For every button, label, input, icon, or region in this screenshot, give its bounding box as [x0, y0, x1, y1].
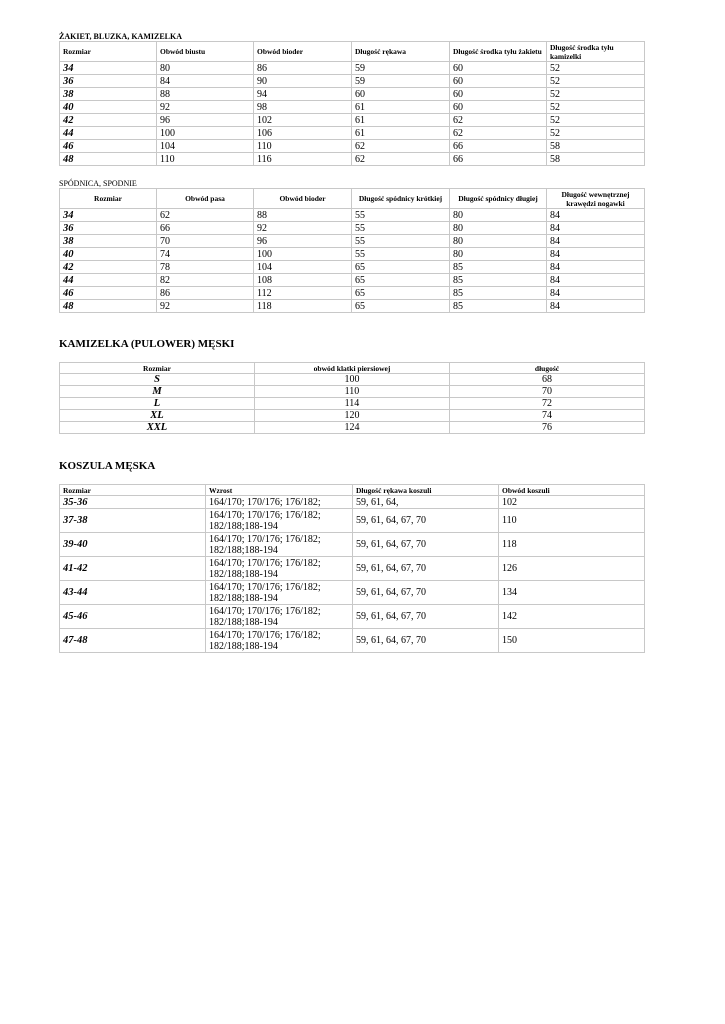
- value-cell: 66: [450, 140, 547, 153]
- column-header: Długość spódnicy długiej: [450, 189, 547, 209]
- value-cell: 120: [255, 410, 450, 422]
- table-row: [60, 422, 645, 434]
- size-cell: 48: [60, 300, 157, 313]
- table-row: [60, 605, 645, 629]
- table-row: [60, 261, 645, 274]
- value-cell: 60: [450, 62, 547, 75]
- size-cell: M: [60, 386, 255, 398]
- value-cell: 60: [450, 101, 547, 114]
- value-cell: 85: [450, 274, 547, 287]
- size-cell: 38: [60, 235, 157, 248]
- value-cell: 62: [352, 153, 450, 166]
- value-cell: 84: [547, 274, 645, 287]
- table-row: [60, 75, 645, 88]
- section-title-jacket: ŻAKIET, BLUZKA, KAMIZELKA: [59, 32, 182, 41]
- size-cell: 44: [60, 274, 157, 287]
- size-cell: S: [60, 374, 255, 386]
- value-cell: 65: [352, 300, 450, 313]
- value-cell: 110: [499, 509, 645, 533]
- size-cell: XL: [60, 410, 255, 422]
- column-header: Obwód koszuli: [499, 485, 645, 496]
- table-row: [60, 557, 645, 581]
- value-cell: 96: [254, 235, 352, 248]
- table-header-row: [60, 485, 645, 496]
- value-cell: 110: [254, 140, 352, 153]
- column-header: obwód klatki piersiowej: [255, 363, 450, 374]
- value-cell: 59: [352, 62, 450, 75]
- value-cell: 59, 61, 64, 67, 70: [353, 605, 499, 629]
- value-cell: 80: [450, 248, 547, 261]
- value-cell: 112: [254, 287, 352, 300]
- value-cell: 72: [450, 398, 645, 410]
- value-cell: 76: [450, 422, 645, 434]
- value-cell: 84: [547, 287, 645, 300]
- value-cell: 92: [157, 300, 254, 313]
- value-cell: 62: [352, 140, 450, 153]
- value-cell: 70: [450, 386, 645, 398]
- value-cell: 84: [547, 248, 645, 261]
- value-cell: 102: [499, 496, 645, 509]
- value-cell: 85: [450, 287, 547, 300]
- size-cell: 36: [60, 75, 157, 88]
- value-cell: 80: [157, 62, 254, 75]
- value-cell: 62: [157, 209, 254, 222]
- value-cell: 66: [450, 153, 547, 166]
- value-cell: 104: [254, 261, 352, 274]
- column-header: Długość rękawa koszuli: [353, 485, 499, 496]
- size-cell: 45-46: [60, 605, 206, 629]
- value-cell: 62: [450, 127, 547, 140]
- value-cell: 164/170; 170/176; 176/182;: [206, 496, 353, 509]
- value-cell: 52: [547, 62, 645, 75]
- value-cell: 52: [547, 114, 645, 127]
- value-cell: 65: [352, 274, 450, 287]
- table-header-row: [60, 189, 645, 209]
- value-cell: 59, 61, 64, 67, 70: [353, 581, 499, 605]
- value-cell: 59, 61, 64, 67, 70: [353, 533, 499, 557]
- table-row: [60, 209, 645, 222]
- value-cell: 66: [157, 222, 254, 235]
- value-cell: 80: [450, 235, 547, 248]
- column-header: długość: [450, 363, 645, 374]
- value-cell: 74: [157, 248, 254, 261]
- size-cell: 40: [60, 101, 157, 114]
- column-header: Rozmiar: [60, 42, 157, 62]
- value-cell: 118: [254, 300, 352, 313]
- size-cell: 42: [60, 114, 157, 127]
- value-cell: 164/170; 170/176; 176/182; 182/188;188-194: [206, 509, 353, 533]
- value-cell: 59, 61, 64, 67, 70: [353, 509, 499, 533]
- value-cell: 78: [157, 261, 254, 274]
- value-cell: 164/170; 170/176; 176/182; 182/188;188-194: [206, 629, 353, 653]
- value-cell: 61: [352, 127, 450, 140]
- table-row: [60, 533, 645, 557]
- size-cell: 34: [60, 62, 157, 75]
- table-row: [60, 374, 645, 386]
- value-cell: 55: [352, 235, 450, 248]
- size-cell: 35-36: [60, 496, 206, 509]
- size-cell: 48: [60, 153, 157, 166]
- table-row: [60, 581, 645, 605]
- value-cell: 80: [450, 209, 547, 222]
- value-cell: 86: [157, 287, 254, 300]
- column-header: Obwód pasa: [157, 189, 254, 209]
- value-cell: 102: [254, 114, 352, 127]
- table-row: [60, 509, 645, 533]
- value-cell: 86: [254, 62, 352, 75]
- column-header: Obwód bioder: [254, 42, 352, 62]
- size-cell: 46: [60, 287, 157, 300]
- value-cell: 100: [157, 127, 254, 140]
- value-cell: 61: [352, 101, 450, 114]
- size-cell: 44: [60, 127, 157, 140]
- value-cell: 164/170; 170/176; 176/182; 182/188;188-194: [206, 533, 353, 557]
- table-row: [60, 127, 645, 140]
- section-title-vest: KAMIZELKA (PULOWER) MĘSKI: [59, 338, 235, 350]
- size-cell: 34: [60, 209, 157, 222]
- size-cell: XXL: [60, 422, 255, 434]
- value-cell: 52: [547, 127, 645, 140]
- table-row: [60, 88, 645, 101]
- value-cell: 84: [547, 235, 645, 248]
- value-cell: 118: [499, 533, 645, 557]
- value-cell: 92: [157, 101, 254, 114]
- value-cell: 65: [352, 287, 450, 300]
- table-row: [60, 300, 645, 313]
- value-cell: 80: [450, 222, 547, 235]
- value-cell: 59: [352, 75, 450, 88]
- value-cell: 104: [157, 140, 254, 153]
- shirt-size-table: [59, 484, 645, 653]
- size-cell: 38: [60, 88, 157, 101]
- column-header: Obwód bioder: [254, 189, 352, 209]
- column-header: Wzrost: [206, 485, 353, 496]
- table-row: [60, 274, 645, 287]
- value-cell: 52: [547, 75, 645, 88]
- value-cell: 114: [255, 398, 450, 410]
- column-header: Długość rękawa: [352, 42, 450, 62]
- value-cell: 98: [254, 101, 352, 114]
- value-cell: 52: [547, 88, 645, 101]
- value-cell: 74: [450, 410, 645, 422]
- table-row: [60, 629, 645, 653]
- value-cell: 150: [499, 629, 645, 653]
- value-cell: 108: [254, 274, 352, 287]
- section-title-skirt: SPÓDNICA, SPODNIE: [59, 179, 137, 188]
- table-row: [60, 140, 645, 153]
- column-header: Rozmiar: [60, 189, 157, 209]
- value-cell: 126: [499, 557, 645, 581]
- value-cell: 88: [254, 209, 352, 222]
- value-cell: 84: [547, 222, 645, 235]
- table-row: [60, 222, 645, 235]
- value-cell: 61: [352, 114, 450, 127]
- value-cell: 88: [157, 88, 254, 101]
- value-cell: 164/170; 170/176; 176/182; 182/188;188-194: [206, 557, 353, 581]
- value-cell: 85: [450, 261, 547, 274]
- column-header: Rozmiar: [60, 485, 206, 496]
- table-row: [60, 248, 645, 261]
- value-cell: 59, 61, 64,: [353, 496, 499, 509]
- column-header: Długość wewnętrznej krawędzi nogawki: [547, 189, 645, 209]
- size-cell: 46: [60, 140, 157, 153]
- value-cell: 100: [254, 248, 352, 261]
- column-header: Długość środka tyłu kamizelki: [547, 42, 645, 62]
- size-cell: L: [60, 398, 255, 410]
- value-cell: 90: [254, 75, 352, 88]
- value-cell: 68: [450, 374, 645, 386]
- size-cell: 37-38: [60, 509, 206, 533]
- table-row: [60, 398, 645, 410]
- table-header-row: [60, 42, 645, 62]
- value-cell: 59, 61, 64, 67, 70: [353, 557, 499, 581]
- value-cell: 110: [255, 386, 450, 398]
- skirt-size-table: [59, 188, 645, 313]
- value-cell: 100: [255, 374, 450, 386]
- size-cell: 40: [60, 248, 157, 261]
- value-cell: 84: [547, 300, 645, 313]
- value-cell: 65: [352, 261, 450, 274]
- table-row: [60, 496, 645, 509]
- value-cell: 58: [547, 140, 645, 153]
- value-cell: 55: [352, 248, 450, 261]
- value-cell: 85: [450, 300, 547, 313]
- value-cell: 52: [547, 101, 645, 114]
- table-row: [60, 287, 645, 300]
- column-header: Długość spódnicy krótkiej: [352, 189, 450, 209]
- table-row: [60, 153, 645, 166]
- value-cell: 59, 61, 64, 67, 70: [353, 629, 499, 653]
- value-cell: 70: [157, 235, 254, 248]
- table-row: [60, 62, 645, 75]
- value-cell: 60: [450, 88, 547, 101]
- section-title-shirt: KOSZULA MĘSKA: [59, 460, 156, 472]
- vest-size-table: [59, 362, 645, 434]
- size-cell: 42: [60, 261, 157, 274]
- value-cell: 84: [547, 209, 645, 222]
- size-cell: 39-40: [60, 533, 206, 557]
- value-cell: 164/170; 170/176; 176/182; 182/188;188-194: [206, 581, 353, 605]
- value-cell: 96: [157, 114, 254, 127]
- table-row: [60, 235, 645, 248]
- column-header: Długość środka tyłu żakietu: [450, 42, 547, 62]
- value-cell: 55: [352, 222, 450, 235]
- column-header: Obwód biustu: [157, 42, 254, 62]
- value-cell: 84: [157, 75, 254, 88]
- value-cell: 58: [547, 153, 645, 166]
- size-cell: 43-44: [60, 581, 206, 605]
- column-header: Rozmiar: [60, 363, 255, 374]
- size-cell: 41-42: [60, 557, 206, 581]
- size-cell: 36: [60, 222, 157, 235]
- jacket-size-table: [59, 41, 645, 166]
- value-cell: 124: [255, 422, 450, 434]
- value-cell: 92: [254, 222, 352, 235]
- value-cell: 60: [450, 75, 547, 88]
- value-cell: 110: [157, 153, 254, 166]
- value-cell: 116: [254, 153, 352, 166]
- table-header-row: [60, 363, 645, 374]
- value-cell: 62: [450, 114, 547, 127]
- value-cell: 82: [157, 274, 254, 287]
- table-row: [60, 101, 645, 114]
- value-cell: 94: [254, 88, 352, 101]
- value-cell: 55: [352, 209, 450, 222]
- value-cell: 84: [547, 261, 645, 274]
- size-cell: 47-48: [60, 629, 206, 653]
- table-row: [60, 114, 645, 127]
- table-row: [60, 386, 645, 398]
- value-cell: 134: [499, 581, 645, 605]
- table-row: [60, 410, 645, 422]
- value-cell: 60: [352, 88, 450, 101]
- value-cell: 142: [499, 605, 645, 629]
- value-cell: 164/170; 170/176; 176/182; 182/188;188-194: [206, 605, 353, 629]
- value-cell: 106: [254, 127, 352, 140]
